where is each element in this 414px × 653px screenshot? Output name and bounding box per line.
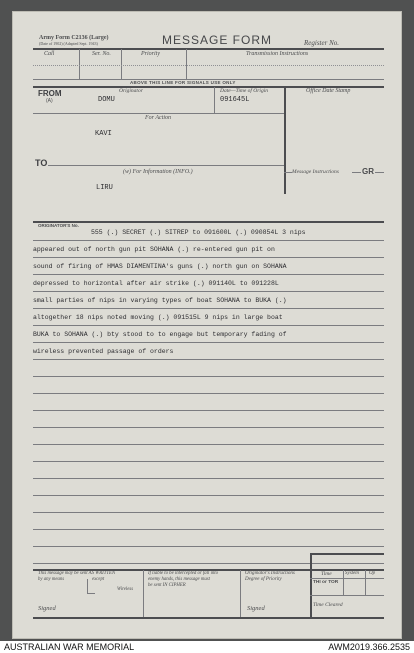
register-no-label: Register No. — [304, 39, 339, 47]
for-information-value: LIRU — [96, 184, 113, 192]
transmission-instructions-label: Transmission Instructions — [246, 51, 309, 57]
originators-no-label: ORIGINATOR'S No. — [38, 223, 79, 228]
divider — [79, 49, 80, 79]
priority-label: Priority — [141, 51, 160, 57]
by-any-means-note: by any means — [38, 577, 65, 582]
ruled-line — [33, 325, 384, 326]
ruled-line — [33, 529, 384, 530]
for-information-label: (w) For Information (INFO.) — [123, 169, 193, 175]
ruled-line — [33, 274, 384, 275]
wireless-note: Wireless — [117, 587, 134, 592]
to-rule — [48, 165, 284, 166]
ruled-line — [33, 308, 384, 309]
bracket-bottom — [87, 593, 95, 594]
op-label: Op — [369, 571, 376, 576]
ruled-line — [33, 427, 384, 428]
ruled-line — [33, 546, 384, 547]
from-label: FROM — [38, 89, 62, 98]
office-date-stamp-label: Office Date Stamp — [306, 88, 351, 94]
ruled-line — [33, 291, 384, 292]
gr-label: GR — [362, 167, 374, 176]
divider — [240, 570, 241, 618]
signals-use-only-note: ABOVE THIS LINE FOR SIGNALS USE ONLY — [130, 80, 236, 85]
time-box-top — [310, 553, 384, 555]
originator-value: DOMU — [98, 96, 115, 104]
message-line: depressed to horizontal after air strike (.) 091140L to 091228L — [33, 280, 279, 287]
cipher-note: be sent IN CIPHER — [148, 583, 186, 588]
ruled-line — [33, 342, 384, 343]
date-time-of-origin-value: 091645L — [220, 96, 250, 104]
as-written-note: This message may be sent AS WRITTEN — [38, 571, 116, 576]
divider — [214, 87, 215, 114]
ruled-line — [33, 257, 384, 258]
dotted-rule — [33, 65, 384, 66]
date-time-of-origin-label: Date—Time of Origin — [220, 88, 268, 94]
instructions-tick — [284, 172, 292, 173]
system-label: System — [345, 571, 359, 576]
time-row-rule — [310, 595, 384, 596]
ruled-line — [33, 495, 384, 496]
ser-no-label: Ser. No. — [92, 51, 111, 57]
time-row-rule — [310, 578, 384, 579]
bracket-left — [87, 579, 88, 593]
army-form-number: Army Form C2136 (Large) — [39, 35, 109, 41]
ruled-line — [33, 376, 384, 377]
from-sub-label: (A) — [46, 98, 53, 104]
gr-tick — [375, 172, 384, 173]
message-instructions-label: Message Instructions — [292, 169, 339, 175]
originator-label: Originator — [119, 88, 143, 94]
thi-or-tor-label: THI or TOR — [313, 580, 339, 585]
time-cleared-label: Time Cleared — [313, 602, 343, 608]
header-rule — [33, 48, 384, 50]
ruled-line — [33, 359, 384, 360]
time-box-left — [310, 553, 312, 618]
army-form-date: (Date of 1902) (Adapted Sept. 1943) — [39, 41, 98, 46]
originators-rule — [33, 221, 384, 223]
signed-right-label: Signed — [247, 605, 265, 612]
message-line: appeared out of north gun pit SOHANA (.) re-entered gun pit on — [33, 246, 275, 253]
originators-instructions-label: Originator's Instructions — [245, 571, 295, 576]
right-column-divider — [284, 86, 286, 194]
message-line: wireless prevented passage of orders — [33, 348, 174, 355]
call-label: Call — [44, 51, 55, 57]
ruled-line — [33, 512, 384, 513]
message-form-sheet — [12, 11, 402, 639]
message-line: BUKA to SOHANA (.) bty stood to to engage but temporary fading of — [33, 331, 287, 338]
time-label: Time — [321, 571, 332, 577]
bottom-rule — [33, 617, 384, 619]
ruled-line — [33, 461, 384, 462]
ruled-line — [33, 240, 384, 241]
divider — [343, 570, 344, 595]
message-line: small parties of nips in varying types of boat SOHANA to BUKA (.) — [33, 297, 287, 304]
message-line: altogether 18 nips noted moving (.) 091515L 9 nips in large boat — [33, 314, 283, 321]
for-action-value: KAVI — [95, 130, 112, 138]
from-bottom-rule — [33, 113, 284, 114]
to-label: TO — [35, 158, 48, 168]
form-title: MESSAGE FORM — [162, 33, 273, 47]
ruled-line — [33, 410, 384, 411]
ruled-line — [33, 393, 384, 394]
enemy-hands-note: enemy hands, this message must — [148, 577, 210, 582]
archive-footer — [0, 641, 414, 653]
archive-name: AUSTRALIAN WAR MEMORIAL — [4, 642, 135, 652]
ruled-line — [33, 563, 384, 564]
archive-reference: AWM2019.366.2535 — [328, 642, 410, 652]
ruled-line — [33, 444, 384, 445]
divider — [365, 570, 366, 595]
except-note: except — [92, 577, 105, 582]
intercept-note: If liable to be intercepted or fall into — [148, 571, 219, 576]
signed-left-label: Signed — [38, 605, 56, 612]
ruled-line — [33, 478, 384, 479]
divider — [186, 49, 187, 79]
degree-of-priority-label: Degree of Priority — [245, 577, 282, 582]
message-line: 555 (.) SECRET (.) SITREP to 091600L (.) 090854L 3 nips — [91, 229, 306, 236]
divider — [143, 570, 144, 618]
gr-tick — [352, 172, 361, 173]
message-line: sound of firing of HMAS DIAMENTINA's guns (.) north gun on SOHANA — [33, 263, 287, 270]
divider — [121, 49, 122, 79]
for-action-label: For Action — [145, 115, 172, 121]
